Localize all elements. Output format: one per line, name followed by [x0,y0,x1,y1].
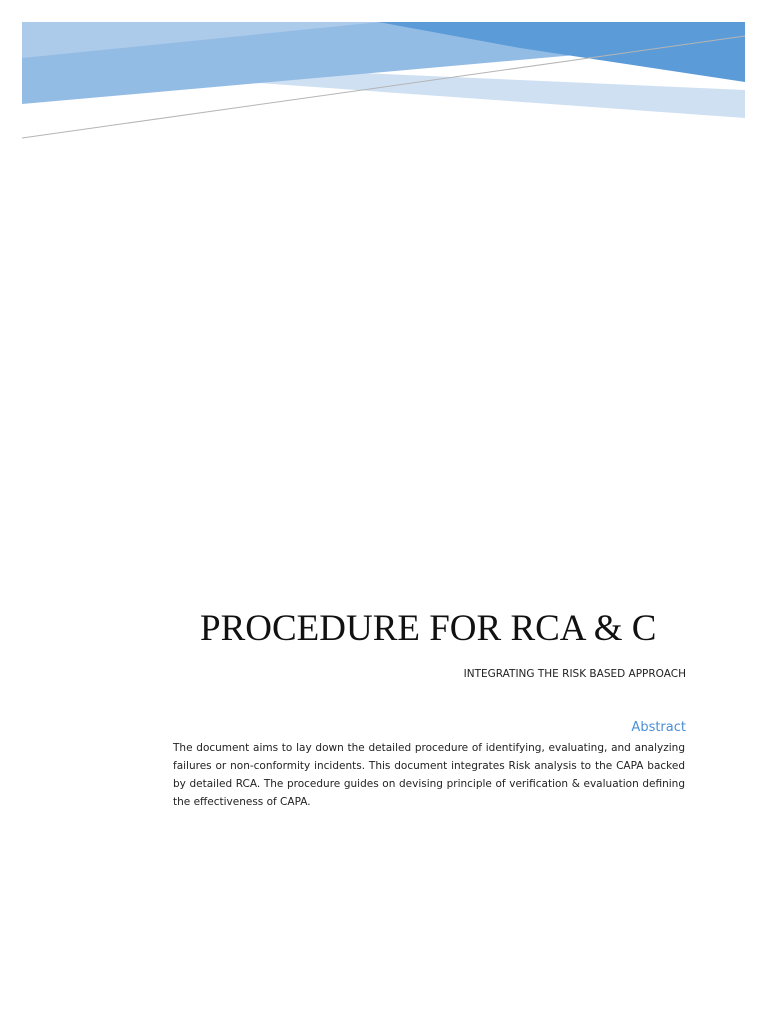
document-title: PROCEDURE FOR RCA & C [200,608,657,649]
document-subtitle: INTEGRATING THE RISK BASED APPROACH [463,668,686,680]
abstract-text: The document aims to lay down the detailed procedure of identifying, evaluating, and analyzing failures or non-conformity incidents. This document integrates Risk analysis to the CAPA backed by detailed RCA. The procedure guides on devising principle of verification & evaluation defining the effectiveness of CAPA. [173,742,685,808]
header-banner [0,0,768,150]
title-container [200,606,686,654]
abstract-heading: Abstract [631,720,686,735]
